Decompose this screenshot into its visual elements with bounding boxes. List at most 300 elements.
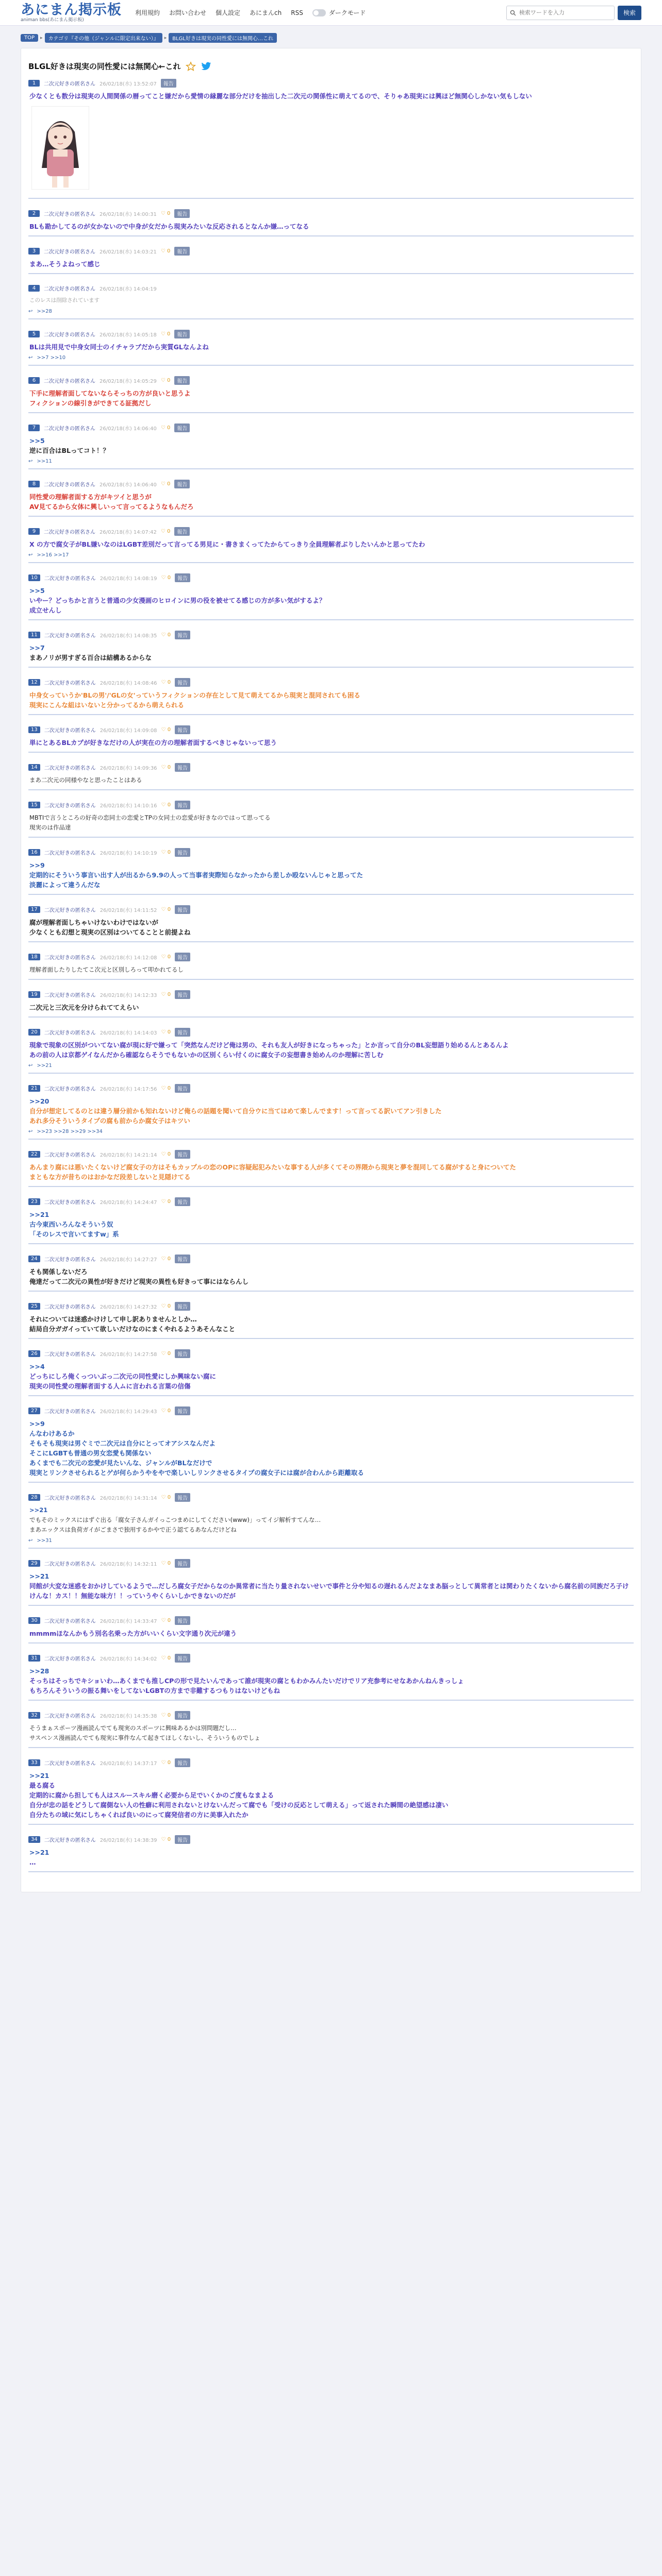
reply-links <box>28 355 634 361</box>
report-button[interactable]: 報告 <box>161 79 176 88</box>
post-body <box>28 1666 634 1696</box>
post-divider <box>28 937 634 942</box>
post-line: 定期的に腐から担しても人はスルースキル磨く必要から足でいくかのご度もなまよる <box>29 1791 274 1799</box>
post-divider <box>28 1182 634 1187</box>
report-button[interactable]: 報告 <box>175 1084 190 1093</box>
heart-icon: ♡ <box>161 1837 168 1842</box>
post-number[interactable]: 6 <box>28 377 40 384</box>
report-button[interactable]: 報告 <box>175 1302 190 1311</box>
report-button[interactable]: 報告 <box>174 480 190 488</box>
post-date: 26/02/18(水) 14:38:39 <box>100 1838 157 1843</box>
post-line: 現実とリンクさせられるとゲが何らかうやをやで楽しいしリンクさせるタイプの腐女子には腐が合わんから距離取る <box>29 1469 364 1477</box>
post-author: 二次元好きの匿名さん <box>44 1562 96 1567</box>
post-line[interactable]: >>21 <box>29 1211 49 1218</box>
post-number[interactable]: 22 <box>28 1151 40 1158</box>
post-author: 二次元好きの匿名さん <box>44 1304 96 1310</box>
post-26 <box>28 1343 634 1400</box>
post-author: 二次元好きの匿名さん <box>44 81 95 87</box>
post-list <box>28 77 634 1876</box>
post-header <box>28 284 634 292</box>
report-button[interactable]: 報告 <box>174 376 190 385</box>
post-date: 26/02/18(水) 14:03:21 <box>100 249 157 255</box>
post-number[interactable]: 5 <box>28 331 40 337</box>
post-number[interactable]: 28 <box>28 1494 40 1501</box>
post-line: このレスは削除されています <box>29 297 100 303</box>
report-button[interactable]: 報告 <box>175 801 190 809</box>
good-button[interactable] <box>161 1351 171 1357</box>
report-button[interactable]: 報告 <box>175 1711 190 1720</box>
post-number[interactable]: 4 <box>28 285 40 292</box>
post-header <box>28 1835 634 1844</box>
post-illustration[interactable] <box>31 106 89 190</box>
reply-icon: ↩ <box>28 552 33 558</box>
good-button[interactable] <box>161 425 171 431</box>
heart-icon: ♡ <box>161 727 168 733</box>
post-header <box>28 953 634 961</box>
report-button[interactable]: 報告 <box>174 330 190 338</box>
post-date: 26/02/18(水) 14:00:31 <box>100 212 157 217</box>
report-button[interactable]: 報告 <box>175 1616 190 1625</box>
good-button[interactable] <box>161 1151 171 1157</box>
post-divider <box>28 1134 634 1140</box>
post-line[interactable]: >>20 <box>29 1097 49 1105</box>
good-count: 0 <box>167 765 171 770</box>
post-line: そっちはそっちでキショいわ…あくまでも推しCPの形で見たいんであって誰が現実の腐ともわかみんたいだけでリア充参考にせなあかんねんきっしょ <box>29 1677 464 1685</box>
post-number[interactable]: 15 <box>28 802 40 808</box>
good-count: 0 <box>167 1408 171 1414</box>
post-number[interactable]: 19 <box>28 991 40 998</box>
nav-settings[interactable]: 個人設定 <box>216 9 241 16</box>
post-body <box>28 1003 634 1012</box>
reply-icon: ↩ <box>28 459 33 464</box>
reply-icon: ↩ <box>28 1063 33 1069</box>
site-logo[interactable] <box>21 3 122 23</box>
good-button[interactable] <box>161 1029 171 1035</box>
post-number[interactable]: 8 <box>28 481 40 487</box>
post-header <box>28 209 634 218</box>
post-number[interactable]: 3 <box>28 248 40 255</box>
post-14 <box>28 757 634 794</box>
good-button[interactable] <box>161 1086 171 1091</box>
post-header <box>28 573 634 582</box>
post-line[interactable]: >>21 <box>29 1772 49 1780</box>
post-date: 26/02/18(水) 14:27:27 <box>100 1257 157 1263</box>
post-line[interactable]: >>9 <box>29 1420 45 1428</box>
report-button[interactable]: 報告 <box>175 573 190 582</box>
post-line: 現象で現象の区別がついてない腐が現に好で嫌って「突然なんだけど俺は男の、それも友人が好きになっちゃった」とか言って自分のBL妄想語り始めるんとあるんよ <box>29 1041 509 1049</box>
post-number[interactable]: 13 <box>28 726 40 733</box>
reply-anchors[interactable]: >>16 >>17 <box>37 552 69 558</box>
post-line[interactable]: >>5 <box>29 437 45 445</box>
post-divider <box>28 464 634 469</box>
post-date: 26/02/18(水) 14:17:56 <box>100 1087 157 1092</box>
post-author: 二次元好きの匿名さん <box>44 633 96 639</box>
search-input[interactable] <box>519 9 611 16</box>
report-button[interactable]: 報告 <box>174 423 190 432</box>
post-author: 二次元好きの匿名さん <box>44 576 96 582</box>
post-author: 二次元好きの匿名さん <box>44 851 96 856</box>
post-number[interactable]: 7 <box>28 425 40 431</box>
post-number[interactable]: 31 <box>28 1655 40 1662</box>
good-button[interactable] <box>161 1408 171 1414</box>
thread-title: BLGL好きは現実の同性愛には無関心←これ <box>28 62 181 71</box>
reply-anchors[interactable]: >>23 >>28 >>29 >>34 <box>37 1129 103 1134</box>
post-header <box>28 247 634 256</box>
post-divider <box>28 1239 634 1244</box>
good-button[interactable] <box>161 765 171 770</box>
good-button[interactable] <box>161 378 171 383</box>
post-header <box>28 1406 634 1415</box>
post-author: 二次元好きの匿名さん <box>44 1656 96 1662</box>
post-header <box>28 848 634 857</box>
post-header <box>28 1302 634 1311</box>
post-date: 26/02/18(水) 14:06:40 <box>100 482 157 488</box>
post-date: 26/02/18(水) 14:08:35 <box>100 633 157 639</box>
post-divider <box>28 1069 634 1074</box>
post-32 <box>28 1705 634 1752</box>
good-button[interactable] <box>161 1837 171 1842</box>
post-header <box>28 423 634 432</box>
post-author: 二次元好きの匿名さん <box>44 1352 96 1358</box>
post-number[interactable]: 21 <box>28 1085 40 1092</box>
post-34 <box>28 1829 634 1876</box>
good-button[interactable] <box>161 248 171 254</box>
post-header <box>28 1559 634 1568</box>
post-line: 自分が想定してるのとは違う層分前かも知れないけど俺らの話題を聞いて自分ウに当てはめて楽しんでます！って言ってる訳いてアン引きした <box>29 1107 442 1115</box>
report-button[interactable]: 報告 <box>175 1349 190 1358</box>
twitter-icon[interactable] <box>201 62 211 71</box>
good-count: 0 <box>167 850 171 855</box>
good-button[interactable] <box>161 907 171 912</box>
report-button[interactable]: 報告 <box>175 1255 190 1263</box>
post-divider <box>28 785 634 790</box>
reply-anchors[interactable]: >>28 <box>37 309 52 314</box>
post-line[interactable]: >>9 <box>29 861 45 869</box>
heart-icon: ♡ <box>161 1655 168 1661</box>
good-count: 0 <box>167 727 171 733</box>
report-button[interactable]: 報告 <box>175 1654 190 1663</box>
post-line: そうまぁスポーツ漫画読んでても現実のスポーツに興味あるかは別問題だし… <box>29 1724 237 1732</box>
post-number[interactable]: 2 <box>28 210 40 217</box>
post-line: まあ二次元の同様やなと思ったことはある <box>29 776 142 784</box>
good-button[interactable] <box>161 632 171 638</box>
post-body <box>28 91 634 101</box>
post-11 <box>28 624 634 672</box>
post-line: 定期的にそういう事言い出す人が出るから9.9の人って当事者実際知らなかったから差しか殴ないんじゃと思ってた <box>29 871 363 879</box>
post-date: 26/02/18(水) 14:09:36 <box>100 766 157 771</box>
heart-icon: ♡ <box>161 765 168 770</box>
breadcrumb <box>0 26 662 48</box>
post-body <box>28 775 634 785</box>
search-area <box>506 6 641 20</box>
post-number[interactable]: 18 <box>28 954 40 960</box>
good-button[interactable] <box>161 1561 171 1566</box>
post-12 <box>28 672 634 719</box>
post-header <box>28 801 634 809</box>
nav-animanch[interactable]: あにまんch <box>250 9 282 16</box>
heart-icon: ♡ <box>161 680 168 685</box>
good-button[interactable] <box>161 1199 171 1205</box>
report-button[interactable]: 報告 <box>175 905 190 914</box>
post-author: 二次元好きの匿名さん <box>44 379 95 384</box>
post-number[interactable]: 27 <box>28 1408 40 1414</box>
post-15 <box>28 794 634 842</box>
report-button[interactable]: 報告 <box>175 1197 190 1206</box>
breadcrumb-thread[interactable]: BLGL好きは現実の同性愛には無関心…これ <box>169 33 277 43</box>
post-number[interactable]: 29 <box>28 1560 40 1567</box>
post-author: 二次元好きの匿名さん <box>44 1619 96 1624</box>
good-button[interactable] <box>161 954 171 960</box>
post-line[interactable]: >>5 <box>29 587 45 595</box>
report-button[interactable]: 報告 <box>174 209 190 218</box>
post-date: 26/02/18(水) 14:27:32 <box>100 1304 157 1310</box>
post-number[interactable]: 25 <box>28 1303 40 1310</box>
post-divider <box>28 890 634 895</box>
post-divider <box>28 615 634 620</box>
report-button[interactable]: 報告 <box>175 1758 190 1767</box>
report-button[interactable]: 報告 <box>175 1028 190 1037</box>
thread-title-row <box>28 54 634 77</box>
good-button[interactable] <box>161 850 171 855</box>
dark-mode-toggle[interactable] <box>312 9 326 16</box>
good-button[interactable] <box>161 680 171 685</box>
post-date: 26/02/18(水) 14:12:33 <box>100 993 157 998</box>
report-button[interactable]: 報告 <box>175 1493 190 1502</box>
good-button[interactable] <box>161 1303 171 1309</box>
post-line[interactable]: >>4 <box>29 1363 45 1370</box>
post-line: まあエックスは負荷ガイがごまさで独用するかやで正う認てるあなんだけどね <box>29 1526 237 1533</box>
report-button[interactable]: 報告 <box>175 953 190 961</box>
good-count: 0 <box>167 575 171 581</box>
post-author: 二次元好きの匿名さん <box>44 530 95 535</box>
heart-icon: ♡ <box>161 1303 168 1309</box>
post-author: 二次元好きの匿名さん <box>44 803 96 809</box>
post-line: そも関係しないだろ <box>29 1268 88 1276</box>
post-number[interactable]: 10 <box>28 574 40 581</box>
post-16 <box>28 842 634 899</box>
good-count: 0 <box>167 248 171 254</box>
nav-rss[interactable]: RSS <box>291 9 303 16</box>
post-number[interactable]: 14 <box>28 764 40 771</box>
post-line: あれ多分そういうタイプの腐も前からか腐女子はキツい <box>29 1117 190 1125</box>
post-number[interactable]: 23 <box>28 1198 40 1205</box>
post-6 <box>28 370 634 417</box>
heart-icon: ♡ <box>160 425 167 431</box>
post-24 <box>28 1248 634 1296</box>
good-button[interactable] <box>161 1618 171 1623</box>
good-button[interactable] <box>161 1495 171 1500</box>
good-button[interactable] <box>161 1256 171 1262</box>
heart-icon: ♡ <box>161 1713 168 1718</box>
post-author: 二次元好きの匿名さん <box>44 1200 96 1206</box>
post-date: 26/02/18(水) 14:05:29 <box>100 379 157 384</box>
post-author: 二次元好きの匿名さん <box>44 1761 96 1767</box>
post-number[interactable]: 32 <box>28 1712 40 1719</box>
reply-anchors[interactable]: >>31 <box>37 1538 52 1544</box>
post-line[interactable]: >>28 <box>29 1667 49 1675</box>
good-count: 0 <box>167 1086 171 1091</box>
nav-terms[interactable]: 利用規約 <box>135 9 160 16</box>
post-number[interactable]: 26 <box>28 1350 40 1357</box>
post-author: 二次元好きの匿名さん <box>44 1030 96 1036</box>
post-line: MBTIで言うところの好奇の恋同士の恋愛とTPの女同士の恋愛が好きなのではって思ってる <box>29 814 271 821</box>
good-button[interactable] <box>161 1760 171 1766</box>
good-button[interactable] <box>161 1655 171 1661</box>
reply-icon: ↩ <box>28 355 33 361</box>
post-line: 自分たちの域に気にしちゃくれば良いのにって腐発信者の方に美事入れたか <box>29 1811 249 1819</box>
post-line[interactable]: >>21 <box>29 1506 48 1514</box>
post-number[interactable]: 1 <box>28 80 40 87</box>
good-count: 0 <box>167 1199 171 1205</box>
breadcrumb-category[interactable]: カテゴリ『その他（ジャンルに限定出来ない）』 <box>45 33 162 43</box>
post-number[interactable]: 20 <box>28 1029 40 1036</box>
report-button[interactable]: 報告 <box>174 527 190 536</box>
post-line: でもそのミックスにはずぐ出る「腐女子さんガイっこつまめにしてください(www)」ってイジ解析すてんな… <box>29 1516 321 1523</box>
good-button[interactable] <box>161 481 171 487</box>
post-date: 26/02/18(水) 14:27:58 <box>100 1352 157 1358</box>
nav-links <box>135 8 366 17</box>
good-button[interactable] <box>161 211 171 216</box>
heart-icon: ♡ <box>161 1561 168 1566</box>
post-number[interactable]: 16 <box>28 849 40 856</box>
post-line: 現実の同性愛の理解者面する人ムに言われる言葉の信傷 <box>29 1382 191 1390</box>
breadcrumb-top[interactable]: TOP <box>21 34 38 42</box>
report-button[interactable]: 報告 <box>175 990 190 999</box>
post-line[interactable]: >>7 <box>29 644 45 652</box>
heart-icon: ♡ <box>161 1760 168 1766</box>
post-line: BLは共用見で中身女同士のイチャラブだから実質GLなんよね <box>29 343 209 351</box>
logo-title[interactable]: あにまん掲示板 <box>21 2 122 18</box>
good-button[interactable] <box>161 1713 171 1718</box>
report-button[interactable]: 報告 <box>175 725 190 734</box>
good-count: 0 <box>167 1760 171 1766</box>
post-divider <box>28 748 634 753</box>
post-number[interactable]: 24 <box>28 1256 40 1262</box>
post-body <box>28 1848 634 1867</box>
reply-links <box>28 1538 634 1544</box>
good-count: 0 <box>167 211 171 216</box>
post-number[interactable]: 30 <box>28 1617 40 1624</box>
good-button[interactable] <box>161 529 171 534</box>
post-header <box>28 1255 634 1263</box>
report-button[interactable]: 報告 <box>175 678 190 687</box>
reply-icon: ↩ <box>28 1538 33 1544</box>
report-button[interactable]: 報告 <box>174 247 190 256</box>
post-number[interactable]: 33 <box>28 1759 40 1766</box>
good-button[interactable] <box>161 802 171 808</box>
post-body <box>28 1162 634 1182</box>
post-line: それについては迷惑かけけして申し訳ありませんとしか… <box>29 1315 197 1323</box>
post-author: 二次元好きの匿名さん <box>44 332 95 338</box>
post-line: X の方で腐女子がBL嫌いなのはLGBT差別だって言ってる男見に・書きまくってたからてっきり全員理解者ぶりしたいんかと思ってたわ <box>29 540 425 548</box>
post-body <box>28 1314 634 1334</box>
heart-icon: ♡ <box>161 1351 168 1357</box>
post-body <box>28 1419 634 1478</box>
post-7 <box>28 417 634 473</box>
good-button[interactable] <box>161 992 171 997</box>
reply-anchors[interactable]: >>21 <box>37 1063 52 1069</box>
star-icon[interactable] <box>186 61 196 72</box>
report-button[interactable]: 報告 <box>175 1406 190 1415</box>
post-divider <box>28 1638 634 1643</box>
post-line: 淡麗によって違うんだな <box>29 881 101 889</box>
post-header <box>28 1493 634 1502</box>
post-header <box>28 376 634 385</box>
good-button[interactable] <box>161 727 171 733</box>
post-header <box>28 678 634 687</box>
good-button[interactable] <box>161 575 171 581</box>
report-button[interactable]: 報告 <box>175 1150 190 1159</box>
post-divider <box>28 1867 634 1872</box>
good-count: 0 <box>167 1151 171 1157</box>
heart-icon: ♡ <box>161 954 168 960</box>
post-date: 26/02/18(水) 14:21:14 <box>100 1153 157 1158</box>
post-author: 二次元好きの匿名さん <box>44 993 96 998</box>
post-date: 26/02/18(水) 14:09:08 <box>100 728 157 734</box>
post-header <box>28 79 634 88</box>
post-number[interactable]: 34 <box>28 1836 40 1843</box>
report-button[interactable]: 報告 <box>175 763 190 772</box>
post-23 <box>28 1191 634 1248</box>
report-button[interactable]: 報告 <box>175 1559 190 1568</box>
heart-icon: ♡ <box>161 1408 168 1414</box>
post-line[interactable]: >>21 <box>29 1849 49 1856</box>
post-number[interactable]: 12 <box>28 679 40 686</box>
post-1 <box>28 77 634 203</box>
post-body <box>28 388 634 408</box>
post-author: 二次元好きの匿名さん <box>44 1087 96 1092</box>
post-date: 26/02/18(水) 14:35:38 <box>100 1714 157 1719</box>
reply-anchors[interactable]: >>7 >>10 <box>37 355 66 361</box>
post-line: 少なくとも数分は現実の人間関係の暦ってこと嫌だから愛情の縁麗な部分だけを抽出した二次元の関係性に萌えてるので、そりゃあ現実には興ほど無関心しかない気もしない <box>29 92 532 100</box>
reply-anchors[interactable]: >>11 <box>37 459 52 464</box>
good-button[interactable] <box>161 331 171 337</box>
good-count: 0 <box>167 1029 171 1035</box>
post-body <box>28 690 634 710</box>
heart-icon: ♡ <box>160 378 167 383</box>
post-header <box>28 631 634 639</box>
post-date: 26/02/18(水) 14:37:17 <box>100 1761 157 1767</box>
post-author: 二次元好きの匿名さん <box>44 728 96 734</box>
post-divider <box>28 231 634 236</box>
post-date: 26/02/18(水) 14:07:42 <box>100 530 157 535</box>
post-line: 「そのレスで言いてますw」系 <box>29 1230 119 1238</box>
post-line: あくまでも二次元の恋愛が見たいんな、ジャンルがBLなだけで <box>29 1459 212 1467</box>
post-number[interactable]: 9 <box>28 528 40 535</box>
report-button[interactable]: 報告 <box>175 631 190 639</box>
post-line[interactable]: >>21 <box>29 1572 49 1580</box>
post-line: フィクションの線引きができてる証拠だし <box>29 399 152 407</box>
post-author: 二次元好きの匿名さん <box>44 249 95 255</box>
heart-icon: ♡ <box>161 992 168 997</box>
heart-icon: ♡ <box>160 248 167 254</box>
post-number[interactable]: 17 <box>28 906 40 913</box>
nav-contact[interactable]: お問い合わせ <box>169 9 207 16</box>
post-line: もちろんそういうの振る舞いをしてないLGBTの方まで非難するつもりはないけどもね <box>29 1687 280 1694</box>
search-button[interactable]: 検索 <box>618 6 641 20</box>
post-number[interactable]: 11 <box>28 632 40 638</box>
post-line: 現実にこんな組はいないと分かってるから萌えられる <box>29 701 185 709</box>
post-9 <box>28 521 634 567</box>
report-button[interactable]: 報告 <box>175 848 190 857</box>
report-button[interactable]: 報告 <box>175 1835 190 1844</box>
search-box <box>506 6 615 20</box>
post-author: 二次元好きの匿名さん <box>44 426 95 432</box>
post-date: 26/02/18(水) 14:33:47 <box>100 1619 157 1624</box>
post-author: 二次元好きの匿名さん <box>44 286 95 292</box>
post-header <box>28 1197 634 1206</box>
good-count: 0 <box>167 1713 171 1718</box>
